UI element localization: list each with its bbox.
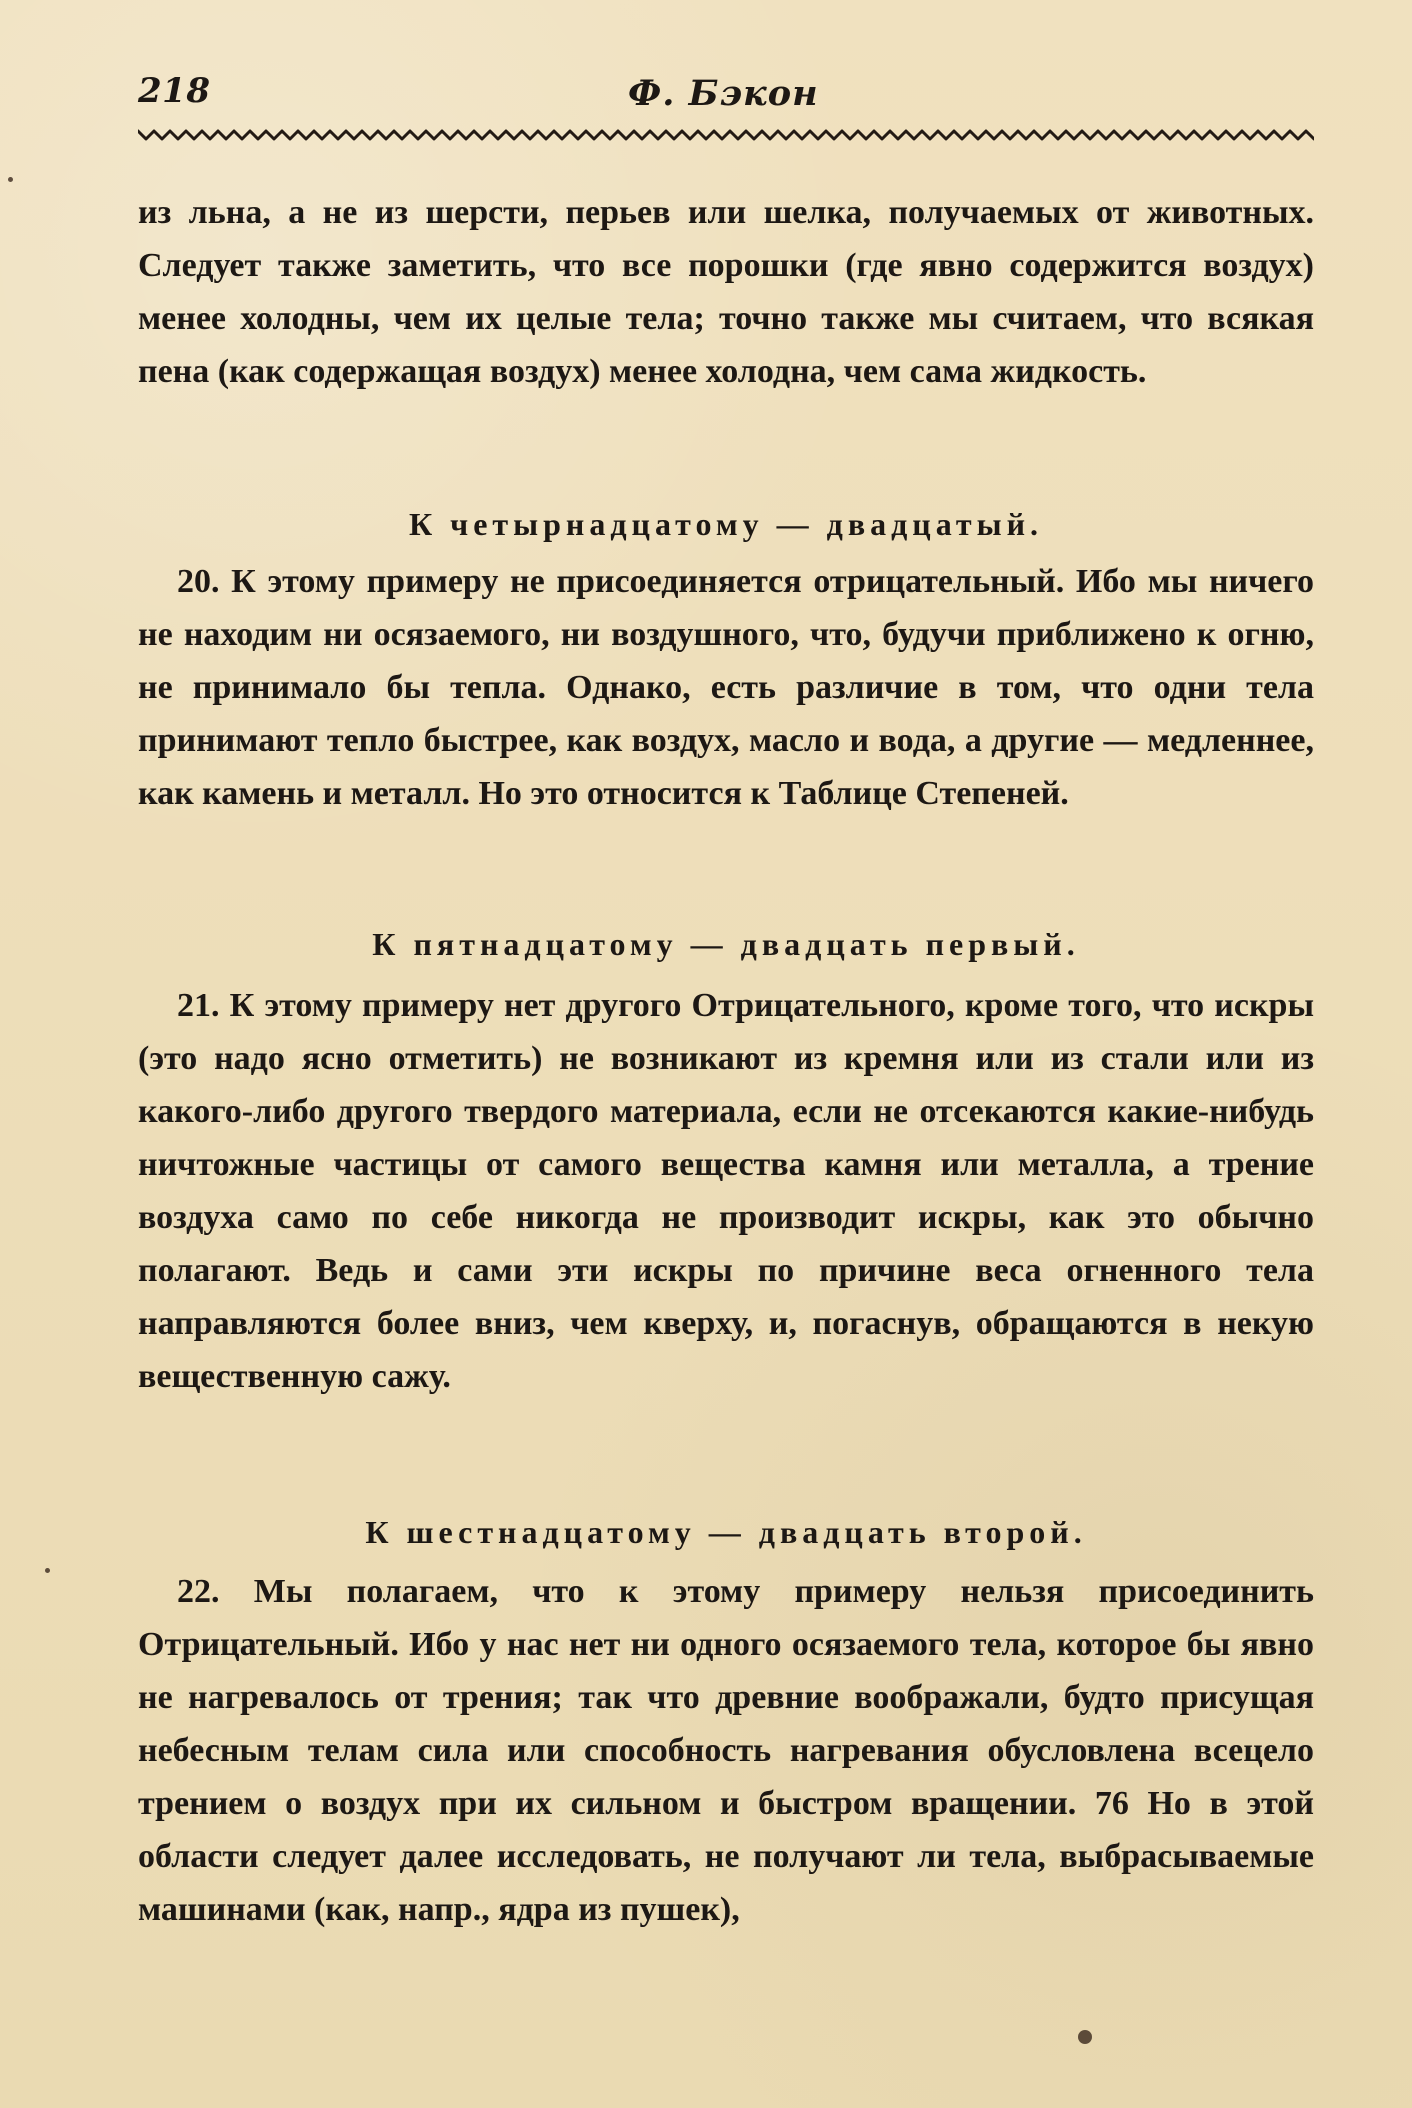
section-20-paragraph: 20. К этому примеру не присоединяется отрицательный. Ибо мы ничего не находим ни осязаемого, ни воздушного, что, будучи приближено к огню, не принимало бы тепла. Однако, есть различие в том, что одни тела принимают тепло быстрее, как воздух, масло и вода, а другие — медленнее, как камень и металл. Но это относится к Таблице Степеней. (138, 563, 1314, 812)
decorative-rule (138, 126, 1314, 144)
page-number: 218 (138, 71, 211, 111)
ink-speck-left (8, 177, 13, 182)
section-heading-20: К четырнадцатому — двадцатый. (408, 506, 1044, 542)
section-heading-22: К шестнадцатому — двадцать второй. (365, 1514, 1087, 1550)
section-heading-21: К пятнадцатому — двадцать первый. (372, 926, 1080, 962)
running-header (138, 71, 1314, 120)
section-21-block (138, 979, 1314, 1403)
ink-speck (1078, 2030, 1092, 2044)
section-20-block (138, 555, 1314, 820)
decorative-rule-icon (138, 126, 1314, 144)
running-header-author: Ф. Бэкон (628, 73, 819, 114)
section-21-paragraph: 21. К этому примеру нет другого Отрицательного, кроме того, что искры (это надо ясно отметить) не возникают из кремня или из стали или из какого-либо другого твердого материала, если не отсекаются какие-нибудь ничтожные частицы от самого вещества камня или металла, а трение воздуха само по себе никогда не производит искры, как это обычно полагают. Ведь и сами эти искры по причине веса огненного тела направляются более вниз, чем кверху, и, погаснув, обращаются в некую вещественную сажу. (138, 987, 1314, 1395)
section-22-paragraph: 22. Мы полагаем, что к этому примеру нельзя присоединить Отрицательный. Ибо у нас нет ни одного осязаемого тела, которое бы явно не нагревалось от трения; так что древние воображали, будто присущая небесным телам сила или способность нагревания обусловлена всецело трением о воздух при их сильном и быстром вращении. 76 Но в этой области следует далее исследовать, не получают ли тела, выбрасываемые машинами (как, напр., ядра из пушек), (138, 1573, 1314, 1928)
opening-paragraph-block (138, 186, 1314, 398)
section-22-block (138, 1565, 1314, 1936)
ink-speck-margin (45, 1568, 50, 1573)
opening-paragraph: из льна, а не из шерсти, перьев или шелка, получаемых от животных. Следует также заметить, что все порошки (где явно содержится воздух) менее холодны, чем их целые тела; точно также мы считаем, что всякая пена (как содержащая воздух) менее холодна, чем сама жидкость. (138, 194, 1314, 390)
